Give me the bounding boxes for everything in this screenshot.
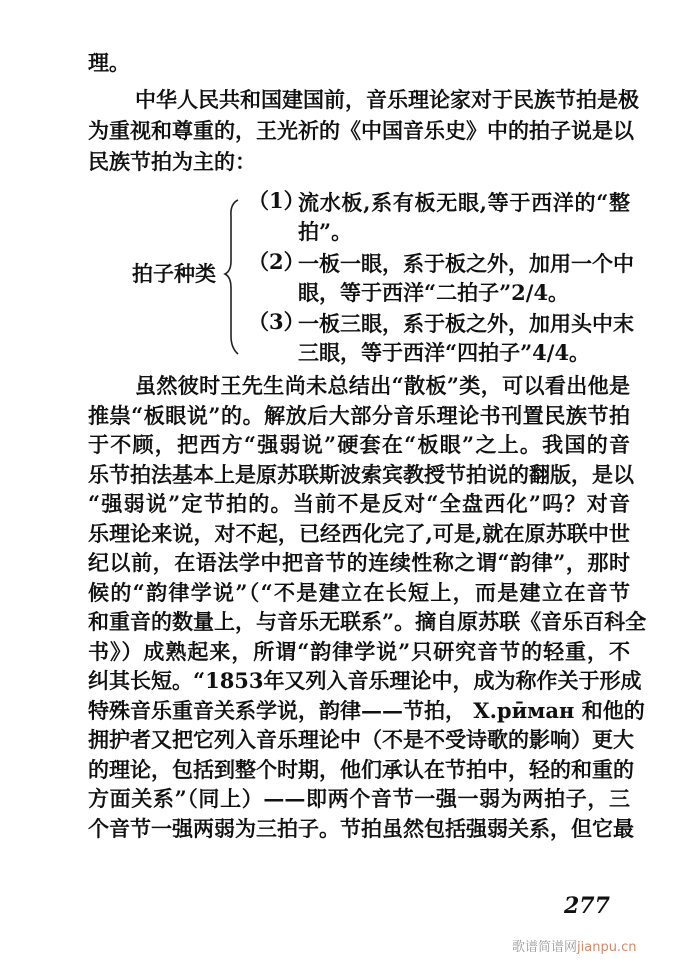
paragraph-line: 特殊音乐重音关系学说，韵律——节拍， X.рӣман 和他的 bbox=[88, 697, 645, 723]
watermark-cn: 歌谱简谱网 bbox=[512, 940, 578, 955]
paragraph-line: 方面关系”（同上）——即两个音节一强一弱为两拍子，三 bbox=[88, 786, 630, 811]
paragraph-line: 为重视和尊重的，王光祈的《中国音乐史》中的拍子说是以 bbox=[88, 118, 634, 143]
paragraph-line: 候的“韵律学说”（“不是建立在长短上，而是建立在音节 bbox=[88, 579, 630, 605]
paragraph-line: 虽然彼时王先生尚未总结出“散板”类，可以看出他是 bbox=[135, 373, 630, 398]
list-item-line: 眼，等于西洋“二拍子”2/4。 bbox=[298, 280, 570, 305]
paragraph-line: 纠其长短。“1853年又列入音乐理论中，成为称作关于形成 bbox=[88, 668, 642, 693]
list-item-number: （3） bbox=[248, 309, 305, 334]
paragraph-line: 于不顾，把西方“强弱说”硬套在“板眼”之上。我国的音 bbox=[88, 432, 630, 457]
list-item-line: 拍”。 bbox=[298, 219, 353, 244]
paragraph-line: 乐理论来说，对不起，已经西化完了,可是,就在原苏联中世 bbox=[88, 520, 630, 546]
list-item-line: 三眼，等于西洋“四拍子”4/4。 bbox=[298, 340, 591, 365]
curly-brace bbox=[222, 196, 242, 356]
paragraph-line: 乐节拍法基本上是原苏联斯波索宾教授节拍说的翻版，是以 bbox=[88, 461, 634, 487]
list-label: 拍子种类 bbox=[132, 261, 216, 286]
page-number: 277 bbox=[564, 893, 610, 919]
paragraph-line: “强弱说”定节拍的。当前不是反对“全盘西化”吗？对音 bbox=[88, 491, 630, 516]
paragraph-line: 的理论，包括到整个时期，他们承认在节拍中，轻的和重的 bbox=[88, 756, 634, 782]
watermark-en: jianpu.cn bbox=[577, 940, 637, 955]
paragraph-line: 个音节一强两弱为三拍子。节拍虽然包括强弱关系，但它最 bbox=[88, 815, 634, 841]
list-item-number: （2） bbox=[248, 249, 305, 274]
paragraph-line: 书》）成熟起来，所谓“韵律学说”只研究音节的轻重，不 bbox=[88, 638, 630, 664]
list-item-line: 流水板,系有板无眼,等于西洋的“整 bbox=[298, 190, 630, 215]
paragraph-line: 推祟“板眼说”的。解放后大部分音乐理论书刊置民族节拍 bbox=[88, 402, 630, 428]
list-item-line: 一板三眼，系于板之外，加用头中末 bbox=[298, 311, 634, 336]
paragraph-line: 纪以前，在语法学中把音节的连续性称之谓“韵律”，那时 bbox=[88, 550, 630, 575]
paragraph-line: 和重音的数量上，与音乐无联系”。摘自原苏联《音乐百科全 bbox=[88, 609, 647, 634]
watermark bbox=[512, 936, 636, 955]
paragraph-line: 拥护者又把它列入音乐理论中（不是不受诗歌的影响）更大 bbox=[88, 727, 634, 752]
list-item-number: （1） bbox=[248, 188, 305, 213]
paragraph-line: 中华人民共和国建国前，音乐理论家对于民族节拍是极 bbox=[135, 87, 639, 112]
list-item-line: 一板一眼，系于板之外，加用一个中 bbox=[298, 251, 634, 276]
paragraph-line: 民族节拍为主的： bbox=[88, 149, 256, 174]
paragraph-line: 理。 bbox=[88, 50, 130, 75]
